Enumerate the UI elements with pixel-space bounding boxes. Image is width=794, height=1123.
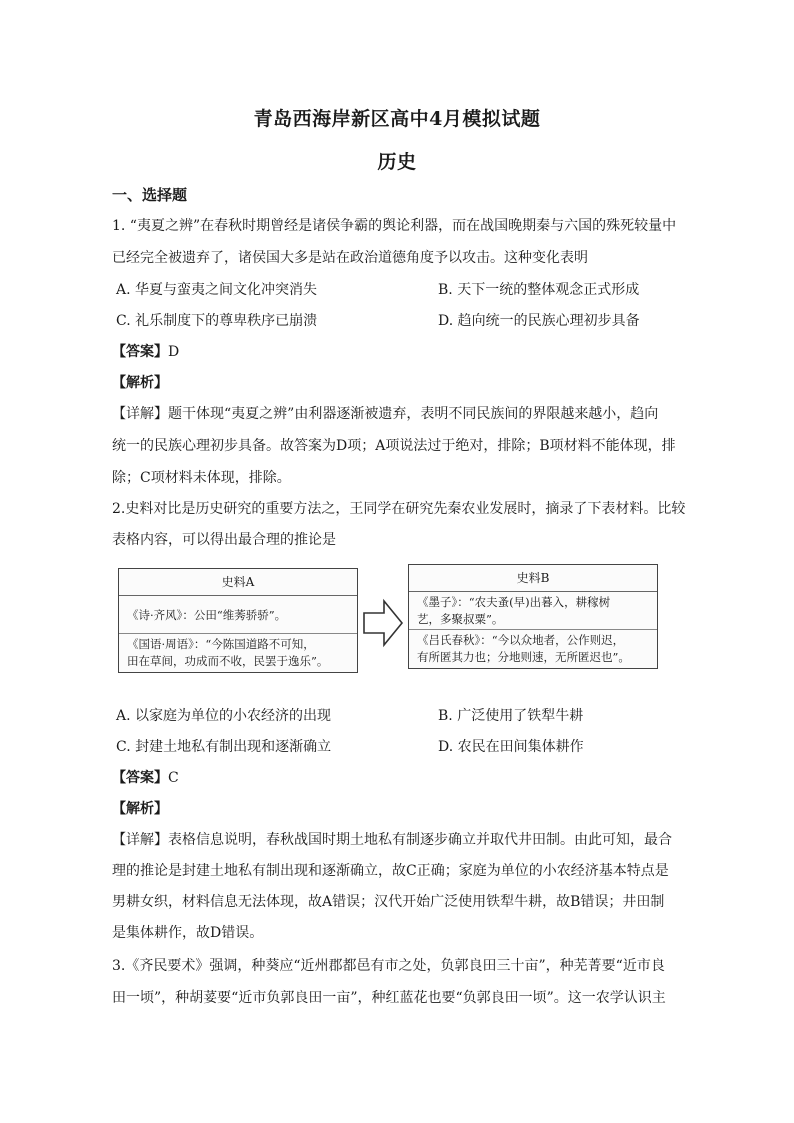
- answer-value: D: [168, 344, 180, 360]
- q2-stem-line2: 表格内容，可以得出最合理的推论是: [112, 532, 336, 548]
- q1-option-b: B. 天下一统的整体观念正式形成: [438, 282, 640, 298]
- source-b-row2-line2: 有所匿其力也；分地则速，无所匿迟也”。: [417, 650, 630, 664]
- q1-stem-line1: 1. “夷夏之辨”在春秋时期曾经是诸侯争霸的舆论利器，而在战国晚期秦与六国的殊死较量中: [112, 218, 677, 234]
- q2-analysis-tag: 【解析】: [112, 801, 168, 817]
- source-a-row2: [119, 634, 357, 672]
- source-b-row2: [409, 630, 657, 668]
- right-arrow-icon: [362, 598, 404, 648]
- source-a-row1-text: 《诗·齐风》：公田“维莠骄骄”。: [127, 608, 287, 622]
- q2-option-a: A. 以家庭为单位的小农经济的出现: [116, 708, 332, 724]
- q2-option-c: C. 封建土地私有制出现和逐渐确立: [116, 739, 332, 755]
- q2-detail-line2: 理的推论是封建土地私有制出现和逐渐确立，故C正确；家庭为单位的小农经济基本特点是: [112, 863, 669, 879]
- answer-tag: 【答案】: [112, 770, 168, 786]
- q2-stem-line1: 2.史料对比是历史研究的重要方法之，王同学在研究先秦农业发展时，摘录了下表材料。比较: [112, 501, 686, 517]
- source-b-header: 史料B: [409, 565, 657, 592]
- source-a-table: [118, 568, 358, 673]
- q1-stem-line2: 已经完全被遗弃了，诸侯国大多是站在政治道德角度予以攻击。这种变化表明: [112, 250, 588, 266]
- q1-option-c: C. 礼乐制度下的尊卑秩序已崩溃: [116, 313, 318, 329]
- q2-option-b: B. 广泛使用了铁犁牛耕: [438, 708, 584, 724]
- source-b-row1-line1: 《墨子》：“农夫蚤(早)出暮入，耕稼树: [417, 595, 611, 609]
- source-a-row1: [119, 596, 357, 634]
- source-a-row2-line1: 《国语·周语》：“今陈国道路不可知，: [127, 637, 315, 651]
- q1-option-a: A. 华夏与蛮夷之间文化冲突消失: [116, 282, 318, 298]
- answer-value: C: [168, 770, 179, 786]
- source-b-row1-line2: 艺，多聚叔粟”。: [417, 612, 504, 626]
- q2-detail-line1: 【详解】表格信息说明，春秋战国时期土地私有制逐步确立并取代井田制。由此可知，最合: [112, 832, 672, 848]
- source-b-row2-line1: 《吕氏春秋》：“今以众地者，公作则迟，: [417, 633, 625, 647]
- answer-tag: 【答案】: [112, 344, 168, 360]
- source-a-row2-line2: 田在草间，功成而不收，民罢于逸乐”。: [127, 654, 329, 668]
- exam-title: 青岛西海岸新区高中4月模拟试题: [253, 108, 541, 130]
- q1-detail-line1: 【详解】题干体现“夷夏之辨”由利器逐渐被遗弃，表明不同民族间的界限越来越小，趋向: [112, 406, 659, 422]
- q2-detail-line3: 男耕女织，材料信息无法体现，故A错误；汉代开始广泛使用铁犁牛耕，故B错误；井田制: [112, 894, 665, 910]
- q1-analysis-tag: 【解析】: [112, 375, 168, 391]
- q2-material-figure: [116, 560, 660, 692]
- source-a-header: 史料A: [119, 569, 357, 596]
- q2-detail-line4: 是集体耕作，故D错误。: [112, 925, 264, 941]
- q1-detail-line2: 统一的民族心理初步具备。故答案为D项；A项说法过于绝对，排除；B项材料不能体现，排: [112, 438, 676, 454]
- q2-answer: [112, 768, 686, 788]
- subject-title: 历史: [377, 151, 417, 173]
- source-b-table: [408, 564, 658, 669]
- q1-option-d: D. 趋向统一的民族心理初步具备: [438, 313, 640, 329]
- q1-detail-line3: 除；C项材料未体现，排除。: [112, 470, 291, 486]
- q3-stem-line2: 田一顷”，种胡荽要“近市负郭良田一亩”，种红蓝花也要“负郭良田一顷”。这一农学认识主: [112, 990, 666, 1006]
- q1-answer: [112, 342, 686, 362]
- section-heading: 一、选择题: [112, 186, 188, 204]
- q3-stem-line1: 3.《齐民要术》强调，种葵应“近州郡都邑有市之处，负郭良田三十亩”，种芜菁要“近市良: [112, 958, 665, 974]
- source-b-row1: [409, 592, 657, 630]
- q2-option-d: D. 农民在田间集体耕作: [438, 739, 584, 755]
